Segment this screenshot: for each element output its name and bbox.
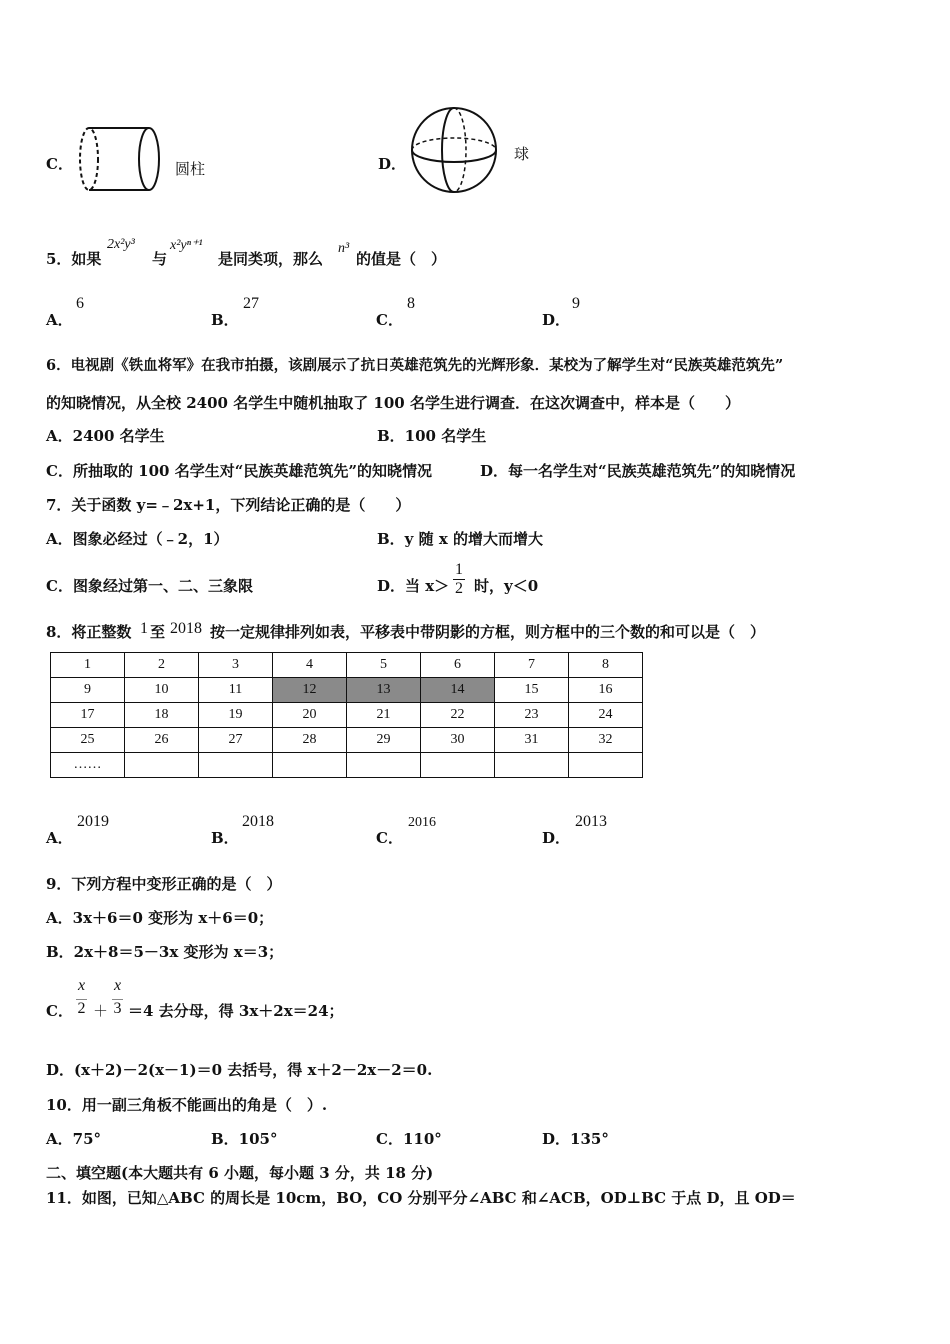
table-cell: 29: [347, 728, 421, 753]
table-cell: 5: [347, 653, 421, 678]
q5-middle: 与: [152, 250, 168, 268]
table-cell: 11: [199, 678, 273, 703]
q6-option-b: B．100 名学生: [377, 427, 487, 445]
q8-d-value: 2013: [575, 813, 607, 830]
q5-b-value: 27: [243, 295, 259, 312]
q7-fraction-den: 2: [455, 580, 463, 597]
table-cell: 8: [569, 653, 643, 678]
q9-frac2-num: x: [114, 977, 122, 994]
table-cell: 18: [125, 703, 199, 728]
q5-term1: 2x²y³: [107, 237, 135, 252]
q8-b-letter: B．: [211, 829, 239, 847]
table-cell: 21: [347, 703, 421, 728]
table-cell: 14: [421, 678, 495, 703]
table-cell: 19: [199, 703, 273, 728]
table-cell: 4: [273, 653, 347, 678]
q8-d-letter: D．: [542, 829, 571, 847]
table-cell: 30: [421, 728, 495, 753]
table-cell: 3: [199, 653, 273, 678]
table-cell: 12: [273, 678, 347, 703]
section2-heading: 二、填空题(本大题共有 6 小题，每小题 3 分，共 18 分): [46, 1164, 434, 1182]
table-cell: 24: [569, 703, 643, 728]
table-cell: [421, 753, 495, 778]
cylinder-caption: 圆柱: [175, 160, 206, 178]
table-cell: 9: [51, 678, 125, 703]
cylinder-figure: [74, 124, 166, 196]
q6-option-a: A．2400 名学生: [46, 427, 165, 445]
q8-a-letter: A．: [46, 829, 73, 847]
q7-option-c: C．图象经过第一、二、三象限: [46, 577, 253, 595]
table-cell: [569, 753, 643, 778]
table-cell: 13: [347, 678, 421, 703]
q10-stem: 10．用一副三角板不能画出的角是（ ）.: [46, 1096, 328, 1114]
q9-option-b: B．2x＋8＝5－3x 变形为 x＝3；: [46, 943, 284, 961]
q7-fraction-num: 1: [455, 561, 463, 578]
q5-a-value: 6: [76, 295, 84, 312]
q5-term2: x²yⁿ⁺¹: [170, 238, 203, 253]
q6-option-d: D．每一名学生对“民族英雄范筑先”的知晓情况: [480, 462, 796, 480]
q9-fraction-2: [112, 977, 123, 1018]
q9-option-a: A．3x＋6＝0 变形为 x＋6＝0；: [46, 909, 274, 927]
q6-option-c: C．所抽取的 100 名学生对“民族英雄范筑先”的知晓情况: [46, 462, 432, 480]
table-row: [51, 753, 643, 778]
q11-stem: 11．如图，已知△ABC 的周长是 10cm，BO，CO 分别平分∠ABC 和∠ACB，OD⊥BC 于点 D，且 OD＝: [46, 1189, 796, 1207]
q6-line1: 6．电视剧《铁血将军》在我市拍摄，该剧展示了抗日英雄范筑先的光辉形象．某校为了解学生对“民族英雄范筑先”: [46, 357, 784, 374]
table-cell: 32: [569, 728, 643, 753]
table-cell: [125, 753, 199, 778]
sphere-figure: [408, 104, 500, 196]
q8-a-value: 2019: [77, 813, 109, 830]
table-row: [51, 678, 643, 703]
table-cell: 6: [421, 653, 495, 678]
q9-stem: 9．下列方程中变形正确的是（ ）: [46, 875, 282, 893]
q7-option-a: A．图象必经过（﹣2，1）: [46, 530, 229, 548]
q9-plus: ＋: [93, 1002, 109, 1020]
table-cell: 7: [495, 653, 569, 678]
q5-n3: n³: [338, 241, 350, 256]
table-cell: 20: [273, 703, 347, 728]
q8-stem-1: 1: [140, 620, 148, 637]
q9-frac2-den: 3: [113, 1000, 122, 1017]
q5-c-letter: C．: [376, 311, 403, 329]
q5-end: 的值是（ ）: [356, 250, 447, 268]
q7-option-b: B．y 随 x 的增大而增大: [377, 530, 544, 548]
table-cell: 23: [495, 703, 569, 728]
q8-stem-b: 至: [150, 623, 166, 641]
q8-stem-c: 按一定规律排列如表，平移表中带阴影的方框，则方框中的三个数的和可以是（ ）: [210, 623, 766, 641]
table-cell: 15: [495, 678, 569, 703]
q10-option-c: C．110°: [376, 1130, 442, 1148]
number-table: [50, 652, 643, 778]
sphere-caption: 球: [514, 145, 530, 163]
table-cell: 1: [51, 653, 125, 678]
q9-fraction-1: [76, 977, 87, 1018]
q10-option-a: A．75°: [46, 1130, 102, 1148]
q7-option-d-suffix: 时，y＜0: [474, 577, 539, 595]
table-cell: 17: [51, 703, 125, 728]
q10-option-d: D．135°: [542, 1130, 609, 1148]
table-cell: 2: [125, 653, 199, 678]
table-cell: [347, 753, 421, 778]
q5-a-letter: A．: [46, 311, 73, 329]
q6-line2: 的知晓情况，从全校 2400 名学生中随机抽取了 100 名学生进行调查．在这次调查中，样本是（ ）: [46, 394, 740, 412]
q8-stem-2018: 2018: [170, 620, 202, 637]
table-cell: 10: [125, 678, 199, 703]
table-cell: 28: [273, 728, 347, 753]
table-cell: 27: [199, 728, 273, 753]
q8-b-value: 2018: [242, 813, 274, 830]
table-cell: 22: [421, 703, 495, 728]
q8-c-value: 2016: [408, 815, 436, 830]
q5-d-value: 9: [572, 295, 580, 312]
q8-c-letter: C．: [376, 829, 403, 847]
table-row: [51, 653, 643, 678]
table-cell: 25: [51, 728, 125, 753]
q9-option-c-letter: C．: [46, 1002, 73, 1020]
table-cell: 16: [569, 678, 643, 703]
table-cell: [199, 753, 273, 778]
table-cell: [273, 753, 347, 778]
table-cell: [495, 753, 569, 778]
q5-c-value: 8: [407, 295, 415, 312]
q10-option-b: B．105°: [211, 1130, 278, 1148]
q9-option-d: D．(x＋2)－2(x－1)＝0 去括号，得 x＋2－2x－2＝0.: [46, 1061, 433, 1079]
q7-option-d-prefix: D．当 x＞: [377, 577, 450, 595]
q5-b-letter: B．: [211, 311, 239, 329]
q5-d-letter: D．: [542, 311, 571, 329]
q7-fraction: [453, 561, 465, 598]
q5-prefix: 5．如果: [46, 250, 102, 268]
option-c-letter: C．: [46, 155, 73, 173]
q9-frac1-den: 2: [77, 1000, 86, 1017]
q8-stem-a: 8．将正整数: [46, 623, 132, 641]
q7-stem: 7．关于函数 y=﹣2x+1，下列结论正确的是（ ）: [46, 496, 411, 514]
table-row: [51, 703, 643, 728]
q9-option-c-suffix: ＝4 去分母，得 3x＋2x＝24；: [128, 1002, 344, 1020]
q5-suffix: 是同类项，那么: [218, 250, 324, 268]
table-cell: 31: [495, 728, 569, 753]
table-cell: 26: [125, 728, 199, 753]
table-row: [51, 728, 643, 753]
table-cell: ……: [51, 753, 125, 778]
q9-frac1-num: x: [78, 977, 86, 994]
option-d-letter: D．: [378, 155, 407, 173]
